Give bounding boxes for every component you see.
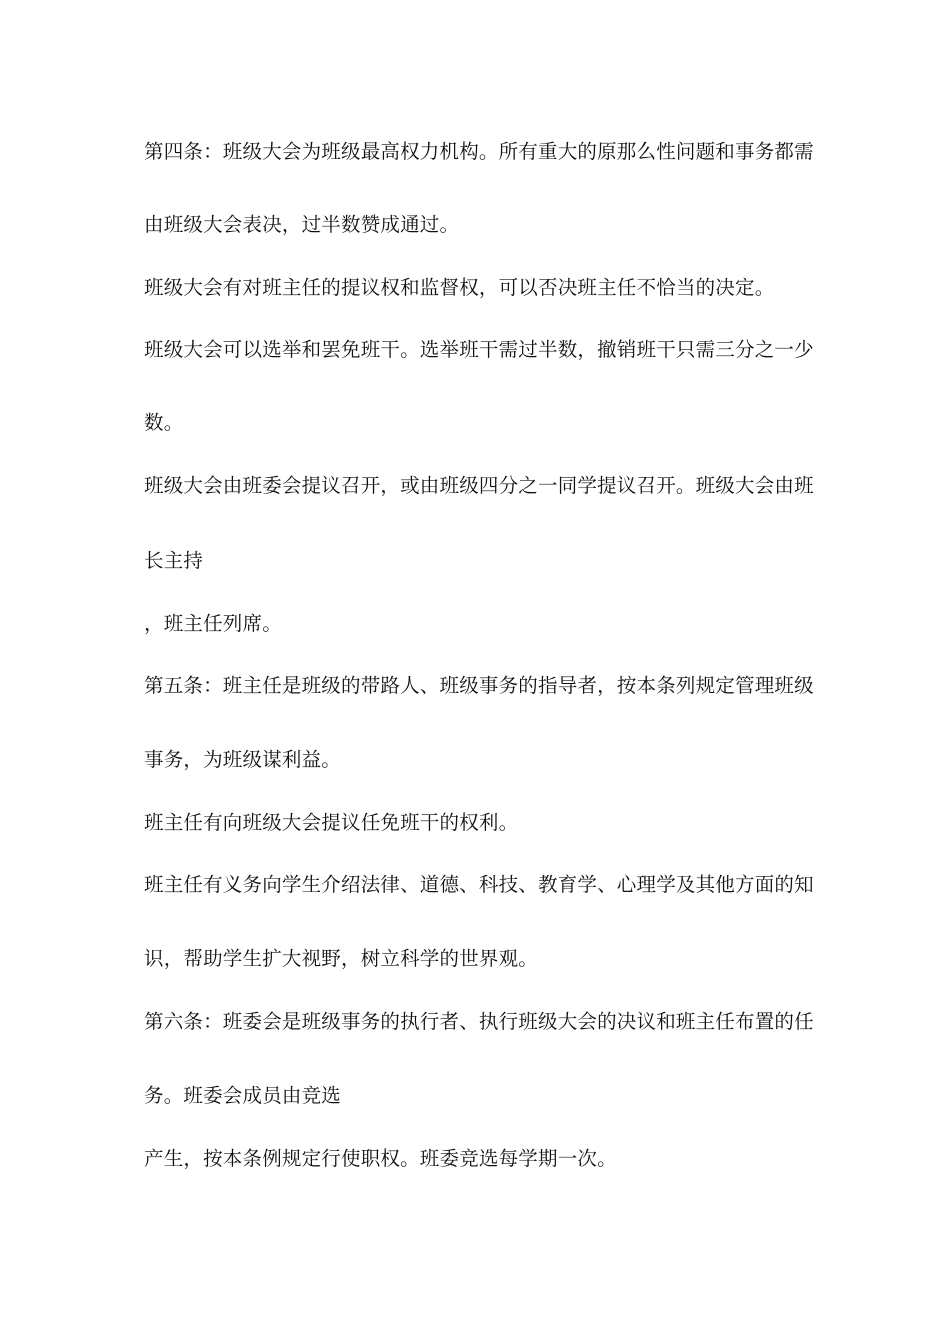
text-line: 事务，为班级谋利益。 (144, 748, 342, 771)
text-line: 班级大会可以选举和罢免班干。选举班干需过半数，撤销班干只需三分之一少 (144, 338, 814, 361)
text-line: 产生，按本条例规定行使职权。班委竞选每学期一次。 (144, 1147, 617, 1170)
text-line: 务。班委会成员由竞选 (144, 1084, 342, 1107)
text-line: 第六条：班委会是班级事务的执行者、执行班级大会的决议和班主任布置的任 (144, 1010, 814, 1033)
text-line: 由班级大会表决，过半数赞成通过。 (144, 213, 460, 236)
text-line: 班主任有义务向学生介绍法律、道德、科技、教育学、心理学及其他方面的知 (144, 873, 814, 896)
text-line: 第四条：班级大会为班级最高权力机构。所有重大的原那么性问题和事务都需 (144, 140, 814, 163)
text-line: 长主持 (144, 549, 204, 572)
text-line: 班主任有向班级大会提议任免班干的权利。 (144, 811, 519, 834)
text-line: ，班主任列席。 (144, 612, 282, 635)
text-line: 识，帮助学生扩大视野，树立科学的世界观。 (144, 947, 539, 970)
text-line: 数。 (144, 411, 184, 434)
text-line: 班级大会由班委会提议召开，或由班级四分之一同学提议召开。班级大会由班 (144, 474, 814, 497)
text-line: 第五条：班主任是班级的带路人、班级事务的指导者，按本条列规定管理班级 (144, 674, 814, 697)
text-line: 班级大会有对班主任的提议权和监督权，可以否决班主任不恰当的决定。 (144, 276, 775, 299)
